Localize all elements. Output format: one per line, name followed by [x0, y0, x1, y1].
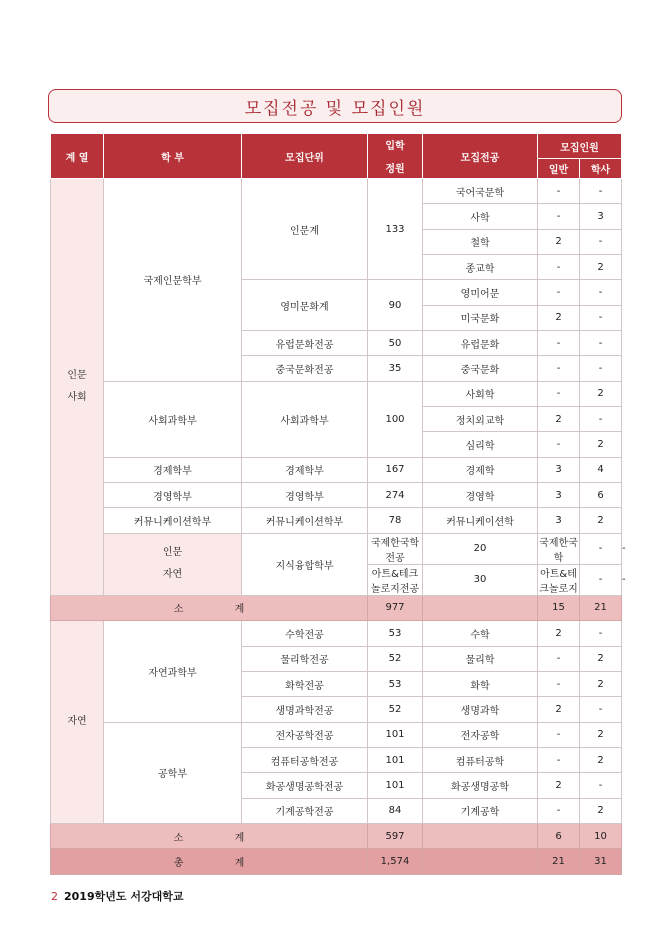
unit-physics: 물리학전공	[242, 646, 368, 671]
subtotal-transfer: 10	[580, 823, 622, 848]
school-soc-sci: 사회과학부	[104, 381, 242, 457]
subtotal-label: 소 계	[51, 595, 368, 620]
subtotal-row	[51, 823, 622, 848]
major-transfer: -	[580, 179, 622, 204]
school-conv: 지식융합학부	[242, 533, 368, 595]
subtotal-row	[51, 595, 622, 620]
major-general: -	[538, 646, 580, 671]
major-transfer: 2	[580, 381, 622, 406]
major-transfer: 2	[580, 646, 622, 671]
major-transfer: 3	[580, 204, 622, 229]
table-row	[51, 722, 622, 747]
major-transfer: 2	[580, 798, 622, 823]
major-transfer: -	[580, 229, 622, 254]
header-quota-line1: 입학	[385, 141, 405, 152]
major-general: -	[538, 747, 580, 772]
unit-korean-studies: 국제한국학전공	[368, 533, 423, 564]
quota-humanities: 133	[368, 179, 423, 280]
quota-ee: 101	[368, 722, 423, 747]
quota-eng-culture: 90	[368, 280, 423, 331]
major-transfer: 2	[580, 432, 622, 457]
page-title: 모집전공 및 모집인원	[48, 89, 622, 123]
major-name: 사회학	[423, 381, 538, 406]
unit-biz: 경영학부	[242, 483, 368, 508]
quota-life: 52	[368, 697, 423, 722]
major-name: 아트&테크놀로지	[538, 564, 580, 595]
major-general: -	[538, 331, 580, 356]
quota-chem: 53	[368, 671, 423, 696]
school-eng: 공학부	[104, 722, 242, 823]
major-name: 정치외교학	[423, 407, 538, 432]
total-general: 21	[538, 849, 580, 874]
school-biz: 경영학부	[104, 483, 242, 508]
unit-humanities: 인문계	[242, 179, 368, 280]
major-general: -	[580, 533, 622, 564]
subtotal-quota: 977	[368, 595, 423, 620]
total-blank	[423, 849, 538, 874]
quota-comm: 78	[368, 508, 423, 533]
subtotal-transfer: 21	[580, 595, 622, 620]
quota-math: 53	[368, 621, 423, 646]
major-general: 2	[538, 407, 580, 432]
major-general: -	[538, 280, 580, 305]
header-major: 모집전공	[423, 134, 538, 179]
major-transfer: -	[580, 280, 622, 305]
quota-soc-sci: 100	[368, 381, 423, 457]
major-general: -	[538, 432, 580, 457]
unit-ee: 전자공학전공	[242, 722, 368, 747]
major-transfer: -	[580, 407, 622, 432]
table-row: 아트&테크놀로지전공 30 아트&테크놀로지 - -	[51, 564, 622, 595]
major-general: 3	[538, 483, 580, 508]
header-recruit: 모집인원	[538, 134, 622, 159]
subtotal-blank	[423, 595, 538, 620]
major-transfer: 2	[580, 671, 622, 696]
major-general: -	[538, 356, 580, 381]
major-name: 미국문화	[423, 305, 538, 330]
header-general: 일반	[538, 159, 580, 179]
major-general: -	[538, 798, 580, 823]
unit-art-tech: 아트&테크놀로지전공	[368, 564, 423, 595]
unit-me: 기계공학전공	[242, 798, 368, 823]
major-general: 2	[538, 773, 580, 798]
school-intl-hum: 국제인문학부	[104, 179, 242, 382]
quota-euro: 50	[368, 331, 423, 356]
major-general: -	[538, 381, 580, 406]
major-transfer: 6	[580, 483, 622, 508]
unit-chem: 화학전공	[242, 671, 368, 696]
major-transfer: -	[580, 697, 622, 722]
quota-china: 35	[368, 356, 423, 381]
school-sci: 자연과학부	[104, 621, 242, 722]
header-unit: 모집단위	[242, 134, 368, 179]
subtotal-blank	[423, 823, 538, 848]
major-general: 2	[538, 697, 580, 722]
quota-art-tech: 30	[423, 564, 538, 595]
quota-me: 84	[368, 798, 423, 823]
subtotal-quota: 597	[368, 823, 423, 848]
major-name: 수학	[423, 621, 538, 646]
total-quota: 1,574	[368, 849, 423, 874]
group-humnat: 인문 자연	[104, 533, 242, 595]
major-transfer: -	[580, 331, 622, 356]
page-footer	[51, 888, 183, 904]
major-general: -	[538, 255, 580, 280]
major-name: 기계공학	[423, 798, 538, 823]
major-general: -	[538, 179, 580, 204]
major-name: 사학	[423, 204, 538, 229]
unit-eng-culture: 영미문화계	[242, 280, 368, 331]
major-name: 경제학	[423, 457, 538, 482]
subtotal-general: 15	[538, 595, 580, 620]
table-row	[51, 483, 622, 508]
total-label: 총 계	[51, 849, 368, 874]
unit-life: 생명과학전공	[242, 697, 368, 722]
major-transfer: -	[580, 773, 622, 798]
major-general: -	[538, 722, 580, 747]
major-general: 2	[538, 305, 580, 330]
major-name: 영미어문	[423, 280, 538, 305]
major-name: 컴퓨터공학	[423, 747, 538, 772]
unit-soc-sci: 사회과학부	[242, 381, 368, 457]
header-quota-line2: 정원	[385, 164, 405, 175]
unit-cs: 컴퓨터공학전공	[242, 747, 368, 772]
major-general: -	[580, 564, 622, 595]
major-name: 화학	[423, 671, 538, 696]
major-name: 국제한국학	[538, 533, 580, 564]
major-transfer: -	[580, 356, 622, 381]
header-field: 계 열	[51, 134, 104, 179]
major-name: 유럽문화	[423, 331, 538, 356]
major-general: 3	[538, 508, 580, 533]
unit-comm: 커뮤니케이션학부	[242, 508, 368, 533]
major-transfer: 2	[580, 747, 622, 772]
major-name: 철학	[423, 229, 538, 254]
page-number: 2	[51, 890, 58, 903]
total-transfer: 31	[580, 849, 622, 874]
unit-euro: 유럽문화전공	[242, 331, 368, 356]
major-transfer: -	[580, 305, 622, 330]
major-name: 전자공학	[423, 722, 538, 747]
group-humsoc: 인문 사회	[51, 179, 104, 596]
footer-text: 2019학년도 서강대학교	[64, 890, 184, 903]
major-name: 중국문화	[423, 356, 538, 381]
quota-chembio: 101	[368, 773, 423, 798]
major-transfer: -	[580, 621, 622, 646]
quota-physics: 52	[368, 646, 423, 671]
quota-cs: 101	[368, 747, 423, 772]
major-name: 커뮤니케이션학	[423, 508, 538, 533]
header-quota	[368, 134, 423, 179]
group-nat: 자연	[51, 621, 104, 824]
unit-chembio: 화공생명공학전공	[242, 773, 368, 798]
major-name: 생명과학	[423, 697, 538, 722]
admission-table	[50, 133, 626, 875]
school-comm: 커뮤니케이션학부	[104, 508, 242, 533]
major-transfer: 2	[580, 722, 622, 747]
major-name: 화공생명공학	[423, 773, 538, 798]
major-general: 3	[538, 457, 580, 482]
unit-econ: 경제학부	[242, 457, 368, 482]
quota-econ: 167	[368, 457, 423, 482]
major-transfer: 4	[580, 457, 622, 482]
major-general: 2	[538, 621, 580, 646]
table-row	[51, 457, 622, 482]
table-row	[51, 381, 622, 406]
major-name: 심리학	[423, 432, 538, 457]
major-name: 종교학	[423, 255, 538, 280]
table-row	[51, 621, 622, 646]
major-general: -	[538, 204, 580, 229]
quota-biz: 274	[368, 483, 423, 508]
major-name: 국어국문학	[423, 179, 538, 204]
subtotal-label: 소 계	[51, 823, 368, 848]
table-row	[51, 179, 622, 204]
unit-math: 수학전공	[242, 621, 368, 646]
header-school: 학 부	[104, 134, 242, 179]
school-econ: 경제학부	[104, 457, 242, 482]
major-name: 물리학	[423, 646, 538, 671]
table-row	[51, 508, 622, 533]
major-transfer: 2	[580, 255, 622, 280]
major-general: -	[538, 671, 580, 696]
subtotal-general: 6	[538, 823, 580, 848]
quota-korean-studies: 20	[423, 533, 538, 564]
total-row	[51, 849, 622, 874]
major-transfer: 2	[580, 508, 622, 533]
major-name: 경영학	[423, 483, 538, 508]
major-general: 2	[538, 229, 580, 254]
unit-china: 중국문화전공	[242, 356, 368, 381]
header-transfer: 학사	[580, 159, 622, 179]
table-row: 인문 자연 지식융합학부 국제한국학전공 20 국제한국학 - -	[51, 533, 622, 564]
